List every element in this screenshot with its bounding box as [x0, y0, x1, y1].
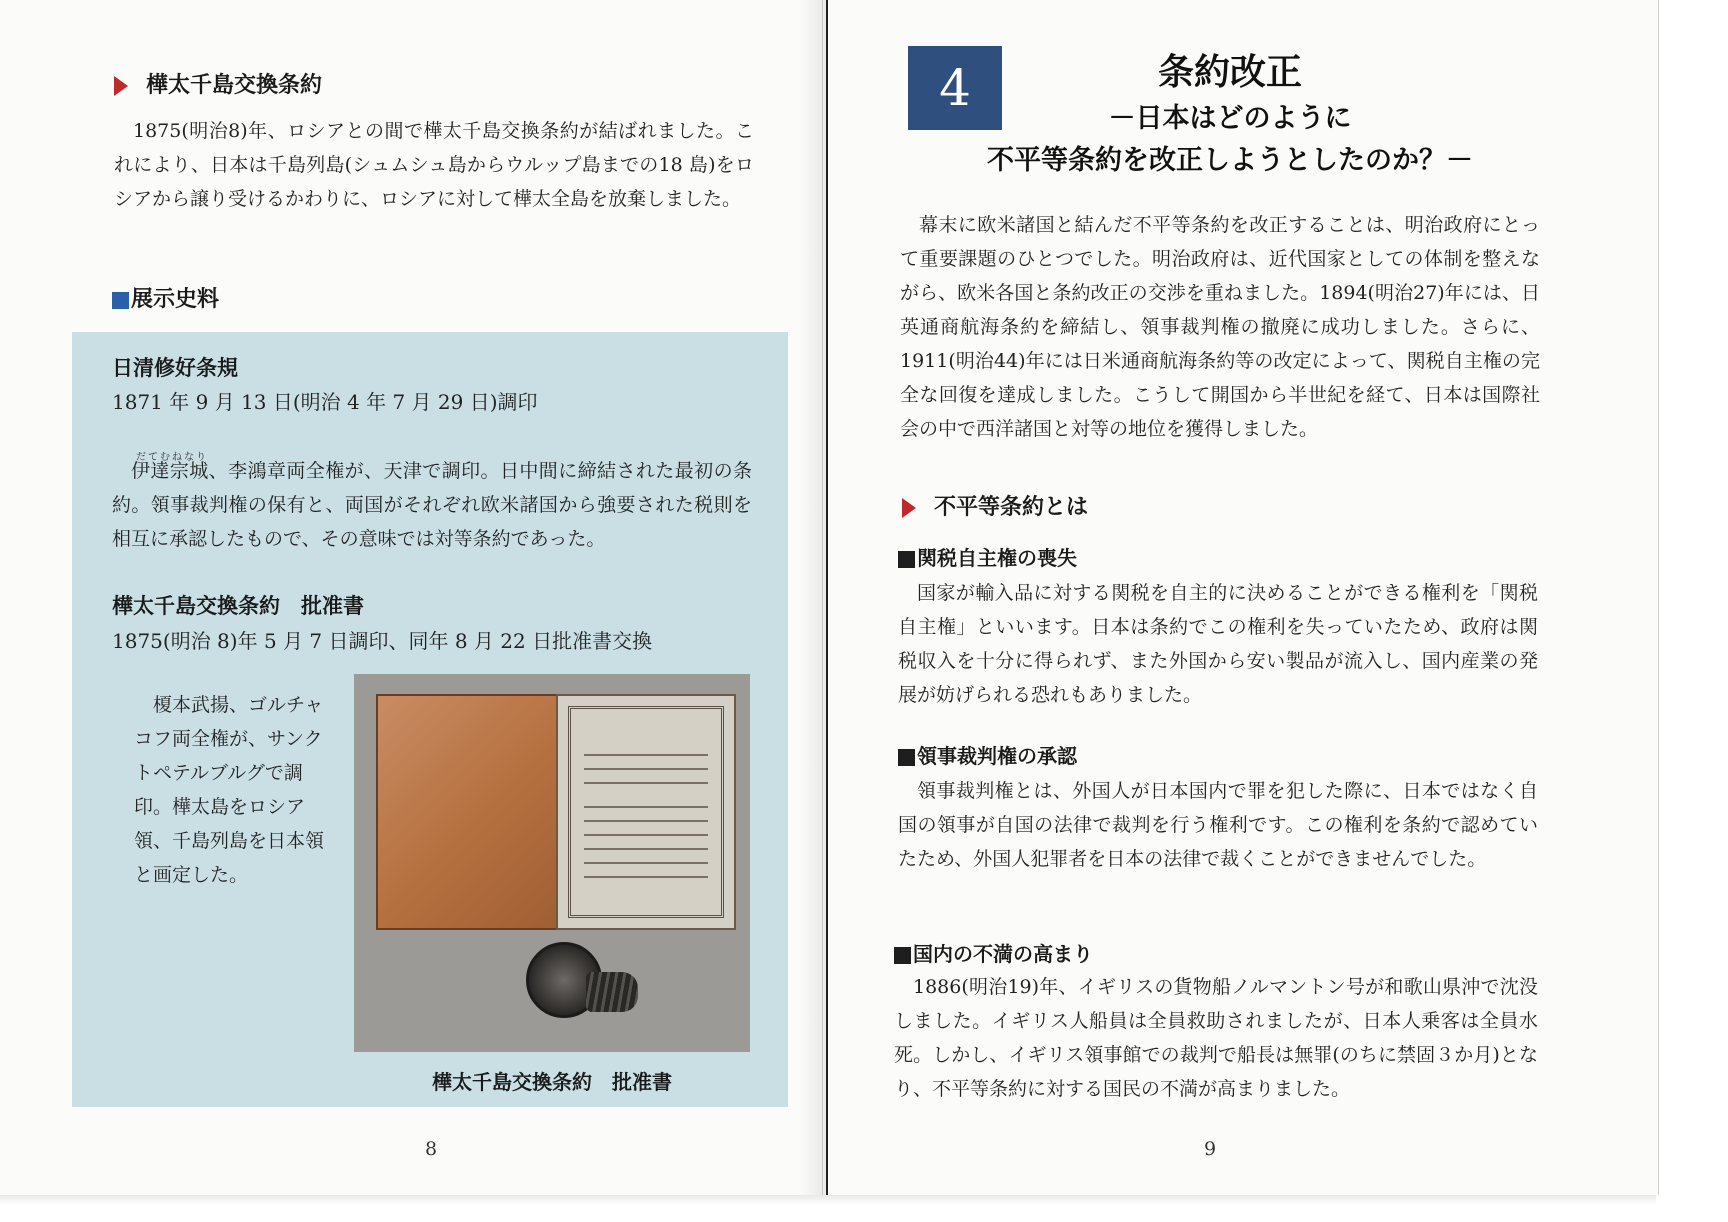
exhibit1-description: 伊達宗城、李鴻章両全権が、天津で調印。日中間に締結された最初の条約。領事裁判権の保有と、両国がそれぞれ欧米諸国から強要された税則を相互に承認したもので、その意味では対等条約であった。	[112, 460, 752, 550]
subsection-body: 1886(明治19)年、イギリスの貨物船ノルマントン号が和歌山県沖で沈没しました。イギリス人船員は全員救助されましたが、日本人乗客は全員水死。しかし、イギリス領事館での裁判で船長は無罪(のちに禁固３か月)となり、不平等条約に対する国民の不満が高まりました。	[894, 976, 1538, 1100]
page-bottom-edge	[0, 1195, 1656, 1205]
subsection-title	[894, 938, 1093, 967]
subsection-title-text: 領事裁判権の承認	[917, 744, 1077, 768]
page-number-right: 9	[1204, 1138, 1217, 1160]
section-heading-karafuto	[114, 68, 322, 99]
text-line	[584, 876, 708, 878]
subsection-body: 国家が輸入品に対する関税を自主的に決めることができる権利を「関税自主権」といいます。日本は条約でこの権利を失っていたため、政府は関税収入を十分に得られず、また外国から安い製品が流入し、国内産業の発展が妨げられる恐れもありました。	[898, 582, 1538, 706]
chapter-number-box: 4	[908, 46, 1002, 130]
exhibit1-title: 日清修好条規	[112, 356, 238, 380]
exhibits-heading	[112, 282, 219, 313]
text-line	[584, 834, 708, 836]
subsection-title	[898, 740, 1077, 769]
chapter-subtitle-line1: －日本はどのように	[1108, 103, 1352, 134]
red-triangle-icon	[902, 498, 916, 518]
text-line	[584, 754, 708, 756]
photo-caption: 樺太千島交換条約 批准書	[432, 1070, 672, 1094]
subsection-body: 領事裁判権とは、外国人が日本国内で罪を犯した際に、日本ではなく自国の領事が自国の法律で裁判を行う権利です。この権利を条約で認めていたため、外国人犯罪者を日本の法律で裁くことができませんでした。	[898, 780, 1538, 870]
chapter-title: 条約改正	[1157, 52, 1302, 93]
text-line	[584, 862, 708, 864]
ratification-photo	[354, 674, 750, 1052]
seal-tassel	[586, 972, 638, 1012]
text-line	[584, 806, 708, 808]
exhibit1-date: 1871 年 9 月 13 日(明治 4 年 7 月 29 日)調印	[112, 390, 538, 414]
text-line	[584, 820, 708, 822]
book-cover	[376, 694, 560, 930]
exhibit2-description: 榎本武揚、ゴルチャコフ両全権が、サンクトペテルブルグで調印。樺太島をロシア領、千島列島を日本領と画定した。	[134, 694, 325, 886]
subsection-title-text: 関税自主権の喪失	[917, 546, 1077, 570]
section-heading-text: 不平等条約とは	[934, 495, 1089, 520]
black-square-icon	[894, 947, 911, 964]
text-line	[584, 848, 708, 850]
black-square-icon	[898, 749, 915, 766]
karafuto-paragraph: 1875(明治8)年、ロシアとの間で樺太千島交換条約が結ばれました。これにより、日本は千島列島(シュムシュ島からウルップ島までの18 島)をロシアから譲り受けるかわりに、ロシアに対して樺太全島を放棄しました。	[114, 120, 754, 210]
ornamental-frame	[568, 706, 724, 918]
exhibit1-ruby: だてむねなり	[136, 452, 208, 463]
exhibit2-title: 樺太千島交換条約 批准書	[112, 594, 364, 618]
text-line	[584, 768, 708, 770]
subsection-title	[898, 542, 1077, 571]
book-page	[556, 694, 736, 930]
page-number-left: 8	[425, 1138, 438, 1160]
chapter-intro: 幕末に欧米諸国と結んだ不平等条約を改正することは、明治政府にとって重要課題のひとつでした。明治政府は、近代国家としての体制を整えながら、欧米各国と条約改正の交渉を重ねました。1894(明治27)年には、日英通商航海条約を締結し、領事裁判権の撤廃に成功しました。さらに、1911(明治44)年には日米通商航海条約等の改定によって、関税自主権の完全な回復を達成しました。こうして開国から半世紀を経て、日本は国際社会の中で西洋諸国と対等の地位を獲得しました。	[900, 214, 1540, 440]
exhibit2-date: 1875(明治 8)年 5 月 7 日調印、同年 8 月 22 日批准書交換	[112, 629, 653, 653]
section-heading-text: 樺太千島交換条約	[146, 73, 323, 98]
gutter-shadow	[800, 0, 826, 1195]
black-square-icon	[898, 551, 915, 568]
text-line	[584, 782, 708, 784]
red-triangle-icon	[114, 76, 128, 96]
exhibits-heading-text: 展示史料	[131, 287, 220, 312]
blue-square-icon	[112, 292, 129, 309]
chapter-subtitle-line2: 不平等条約を改正しようとしたのか？－	[987, 145, 1473, 176]
section-heading-unequal	[902, 490, 1088, 521]
subsection-title-text: 国内の不満の高まり	[913, 942, 1093, 966]
